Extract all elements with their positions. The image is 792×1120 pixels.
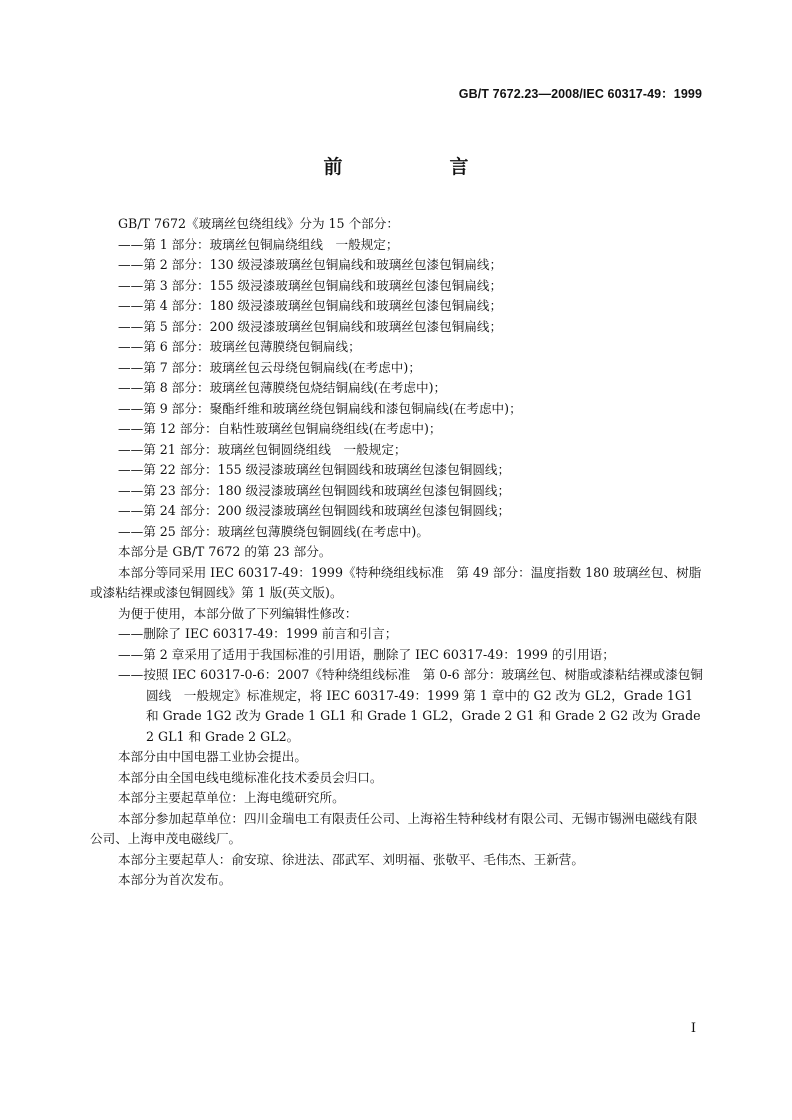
standard-code: GB/T 7672.23—2008/IEC 60317-49：1999 [458, 87, 702, 101]
edits-list [90, 624, 704, 747]
parts-list [90, 235, 704, 543]
part-of-paragraph: 本部分是 GB/T 7672 的第 23 部分。 [118, 544, 332, 559]
edits-intro-paragraph: 为便于使用，本部分做了下列编辑性修改： [118, 605, 358, 621]
intro-paragraph: GB/T 7672《玻璃丝包绕组线》分为 15 个部分： [118, 216, 399, 231]
list-item: ——第 5 部分：200 级浸漆玻璃丝包铜扁线和玻璃丝包漆包铜扁线； [118, 318, 503, 334]
list-item: ——第 22 部分：155 级浸漆玻璃丝包铜圆线和玻璃丝包漆包铜圆线； [118, 462, 511, 477]
list-item: ——按照 IEC 60317-0-6：2007《特种绕组线标准 第 0-6 部分：玻璃丝包、树脂或漆粘结裸或漆包铜圆线 一般规定》标准规定，将 IEC 60317-49：1999 第 1 章中的 G2 改为 GL2，Grade 1G1 和 Grade 1G2 改为 Grade 1 GL1 和 Grade 1 GL2，Grade 2 G1 和 Grade 2 G2 改为 Grade 2 GL1 和 Grade 2 GL2。 [118, 667, 703, 744]
main-drafter-paragraph: 本部分主要起草单位：上海电缆研究所。 [118, 790, 345, 805]
list-item: ——第 25 部分：玻璃丝包薄膜绕包铜圆线(在考虑中)。 [118, 523, 429, 539]
list-item: ——删除了 IEC 60317-49：1999 前言和引言； [118, 626, 398, 641]
list-item: ——第 1 部分：玻璃丝包铜扁绕组线 一般规定； [118, 236, 399, 252]
list-item: ——第 21 部分：玻璃丝包铜圆绕组线 一般规定； [118, 441, 407, 457]
list-item: ——第 24 部分：200 级浸漆玻璃丝包铜圆线和玻璃丝包漆包铜圆线； [118, 503, 511, 518]
centralized-paragraph: 本部分由全国电线电缆标准化技术委员会归口。 [118, 769, 383, 785]
list-item: ——第 7 部分：玻璃丝包云母绕包铜扁线(在考虑中)； [118, 359, 421, 375]
page-title: 前 言 [323, 156, 513, 178]
list-item: ——第 9 部分：聚酯纤维和玻璃丝绕包铜扁线和漆包铜扁线(在考虑中)； [118, 400, 522, 416]
list-item: ——第 23 部分：180 级浸漆玻璃丝包铜圆线和玻璃丝包漆包铜圆线； [118, 482, 511, 498]
list-item: ——第 6 部分：玻璃丝包薄膜绕包铜扁线； [118, 339, 361, 354]
list-item: ——第 8 部分：玻璃丝包薄膜绕包烧结铜扁线(在考虑中)； [118, 380, 447, 395]
adoption-paragraph: 本部分等同采用 IEC 60317-49：1999《特种绕组线标准 第 49 部分：温度指数 180 玻璃丝包、树脂或漆粘结裸或漆包铜圆线》第 1 版(英文版)。 [90, 564, 702, 600]
page-number: I [690, 1021, 696, 1036]
list-item: ——第 12 部分：自粘性玻璃丝包铜扁绕组线(在考虑中)； [118, 421, 442, 436]
drafters-paragraph: 本部分主要起草人：俞安琼、徐进法、邵武军、刘明福、张敬平、毛伟杰、王新营。 [118, 851, 584, 867]
foreword-body [90, 214, 704, 891]
first-release-paragraph: 本部分为首次发布。 [118, 872, 232, 887]
proposed-paragraph: 本部分由中国电器工业协会提出。 [118, 749, 307, 764]
list-item: ——第 4 部分：180 级浸漆玻璃丝包铜扁线和玻璃丝包漆包铜扁线； [118, 298, 503, 313]
participating-paragraph: 本部分参加起草单位：四川金瑞电工有限责任公司、上海裕生特种线材有限公司、无锡市锡洲电磁线有限公司、上海申茂电磁线厂。 [90, 810, 698, 846]
list-item: ——第 2 章采用了适用于我国标准的引用语，删除了 IEC 60317-49：1999 的引用语； [118, 646, 615, 662]
list-item: ——第 3 部分：155 级浸漆玻璃丝包铜扁线和玻璃丝包漆包铜扁线； [118, 277, 503, 293]
list-item: ——第 2 部分：130 级浸漆玻璃丝包铜扁线和玻璃丝包漆包铜扁线； [118, 257, 503, 272]
